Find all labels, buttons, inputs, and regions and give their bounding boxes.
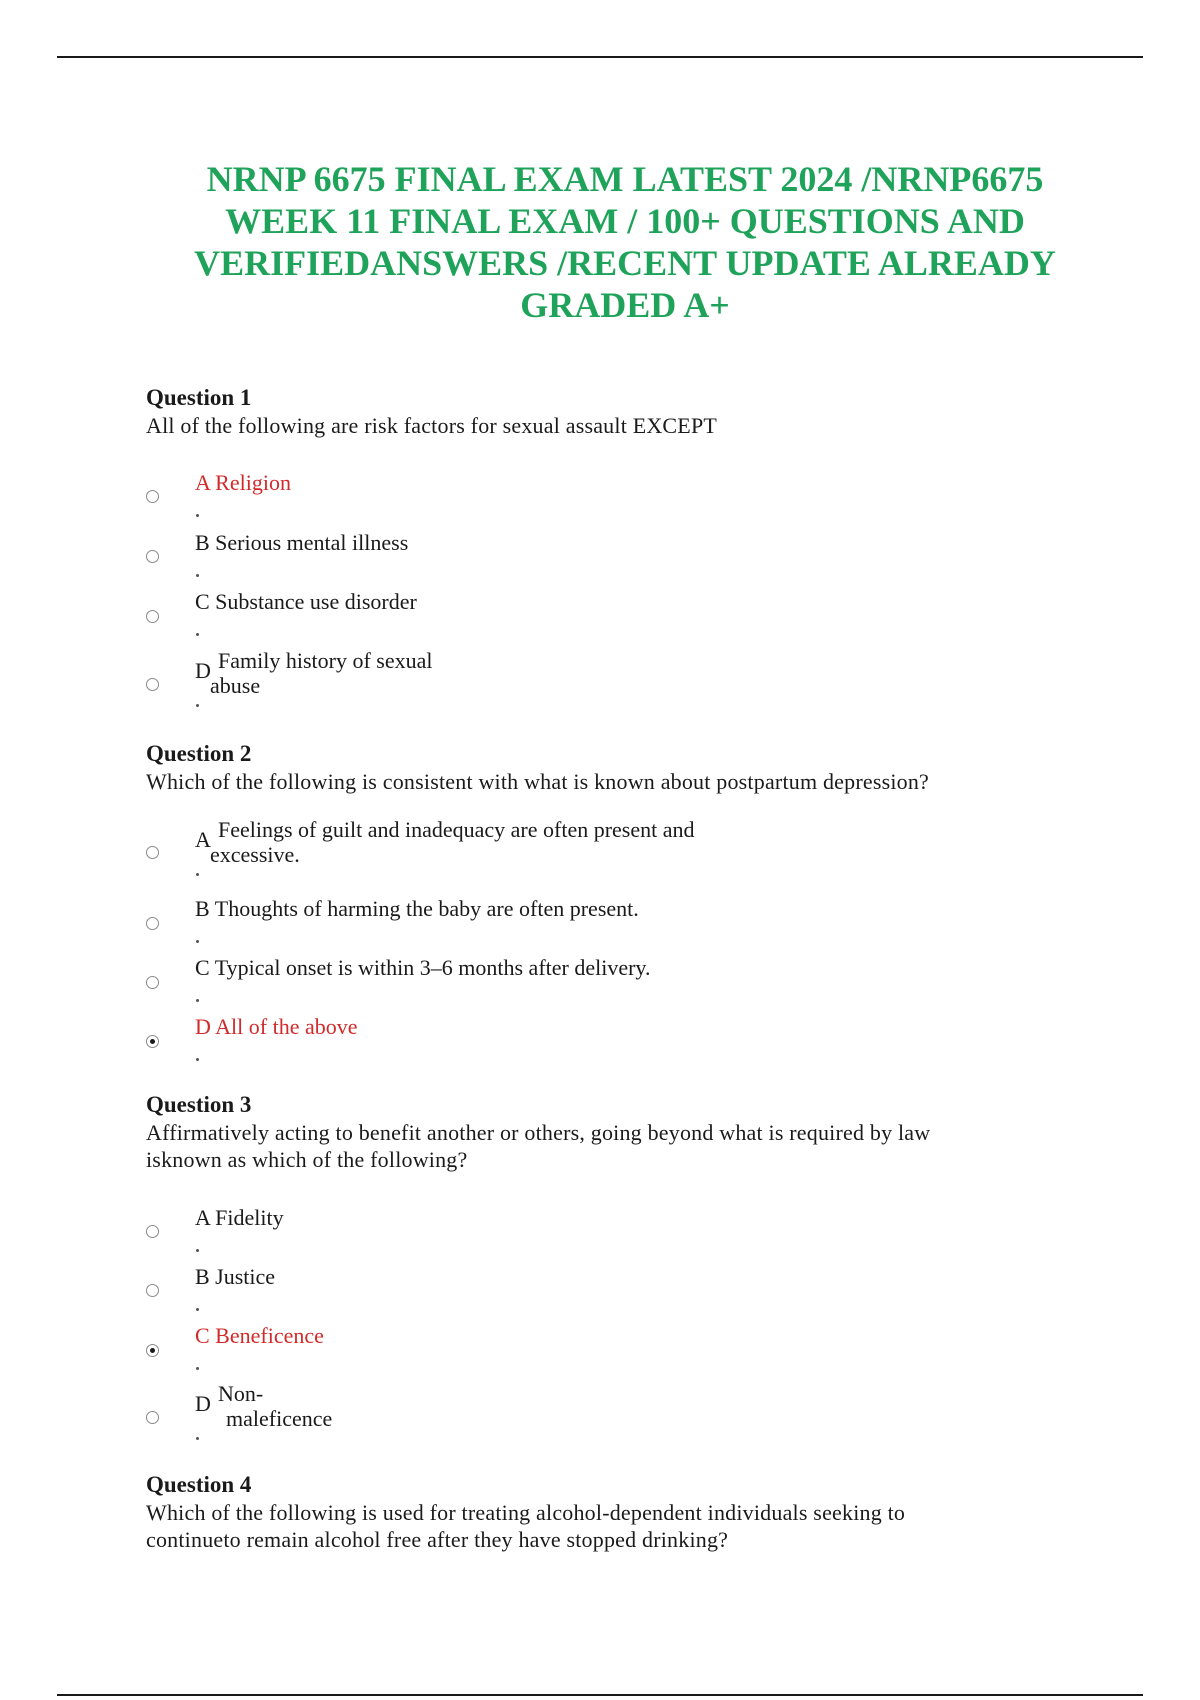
option-dot <box>196 574 199 577</box>
option-dot <box>196 514 199 517</box>
option-dot <box>196 1367 199 1370</box>
option-dot <box>196 1058 199 1061</box>
radio-button-selected[interactable] <box>146 1035 159 1048</box>
title-line: NRNP 6675 FINAL EXAM LATEST 2024 /NRNP6675 <box>206 159 1044 199</box>
option-label: C Typical onset is within 3–6 months after delivery. <box>195 955 651 980</box>
option-dot <box>196 940 199 943</box>
radio-button-selected[interactable] <box>146 1344 159 1357</box>
question-text-line1: Affirmatively acting to benefit another or others, going beyond what is required by law <box>146 1120 931 1145</box>
option-label: A Religion <box>195 470 291 495</box>
top-rule <box>57 56 1143 58</box>
title-line: WEEK 11 FINAL EXAM / 100+ QUESTIONS AND <box>225 201 1025 241</box>
option-dot <box>196 1249 199 1252</box>
radio-button[interactable] <box>146 846 159 859</box>
question-heading: Question 1 <box>146 385 252 410</box>
radio-button[interactable] <box>146 1225 159 1238</box>
question-2 <box>146 740 1066 795</box>
question-heading: Question 2 <box>146 741 252 766</box>
question-text-line1: Which of the following is used for treating alcohol-dependent individuals seeking to <box>146 1500 906 1525</box>
option-label: B Serious mental illness <box>195 530 409 555</box>
option-label-line2: maleficence <box>226 1406 333 1431</box>
option-letter: A <box>195 827 211 852</box>
q2-option-b[interactable] <box>146 896 1046 946</box>
option-label: A Fidelity <box>195 1205 284 1230</box>
option-label: C Beneficence <box>195 1323 324 1348</box>
option-label-line1: Family history of sexual <box>218 648 433 673</box>
radio-button[interactable] <box>146 610 159 623</box>
question-text: All of the following are risk factors for sexual assault EXCEPT <box>146 413 718 438</box>
option-letter: D <box>195 658 211 683</box>
q2-option-a[interactable] <box>146 817 1046 887</box>
option-label: B Thoughts of harming the baby are often present. <box>195 896 639 921</box>
option-dot <box>196 1308 199 1311</box>
option-label: C Substance use disorder <box>195 589 417 614</box>
question-1 <box>146 384 1076 439</box>
q3-option-c[interactable] <box>146 1323 1046 1373</box>
option-dot <box>196 1437 199 1440</box>
question-text-line2: continueto remain alcohol free after they have stopped drinking? <box>146 1527 729 1552</box>
radio-button[interactable] <box>146 1284 159 1297</box>
q1-option-d[interactable] <box>146 648 1046 718</box>
question-4 <box>146 1471 1066 1553</box>
q2-option-c[interactable] <box>146 955 1046 1005</box>
radio-button[interactable] <box>146 550 159 563</box>
radio-button[interactable] <box>146 917 159 930</box>
option-label: B Justice <box>195 1264 276 1289</box>
radio-button[interactable] <box>146 490 159 503</box>
question-text: Which of the following is consistent with what is known about postpartum depression? <box>146 769 930 794</box>
option-label-line1: Feelings of guilt and inadequacy are often present and <box>218 817 695 842</box>
option-label-line1: Non- <box>218 1381 264 1406</box>
question-heading: Question 3 <box>146 1092 252 1117</box>
q1-option-a[interactable] <box>146 470 1046 520</box>
bottom-rule <box>57 1694 1143 1696</box>
q3-option-a[interactable] <box>146 1205 1046 1255</box>
q2-option-d[interactable] <box>146 1014 1046 1064</box>
radio-button[interactable] <box>146 1411 159 1424</box>
option-dot <box>196 999 199 1002</box>
q1-option-c[interactable] <box>146 589 1046 639</box>
q3-option-d[interactable] <box>146 1381 1046 1451</box>
option-dot <box>196 704 199 707</box>
title-line: GRADED A+ <box>520 285 730 325</box>
q1-option-b[interactable] <box>146 530 1046 580</box>
option-label-line2: abuse <box>210 673 261 698</box>
question-3 <box>146 1091 1066 1173</box>
option-label-line2: excessive. <box>210 842 300 867</box>
radio-button[interactable] <box>146 678 159 691</box>
radio-button[interactable] <box>146 976 159 989</box>
option-dot <box>196 873 199 876</box>
option-label: D All of the above <box>195 1014 358 1039</box>
question-text-line2: isknown as which of the following? <box>146 1147 468 1172</box>
option-dot <box>196 633 199 636</box>
title-line: VERIFIEDANSWERS /RECENT UPDATE ALREADY <box>194 243 1056 283</box>
document-title <box>160 158 1090 326</box>
q3-option-b[interactable] <box>146 1264 1046 1314</box>
question-heading: Question 4 <box>146 1472 252 1497</box>
option-letter: D <box>195 1391 211 1416</box>
